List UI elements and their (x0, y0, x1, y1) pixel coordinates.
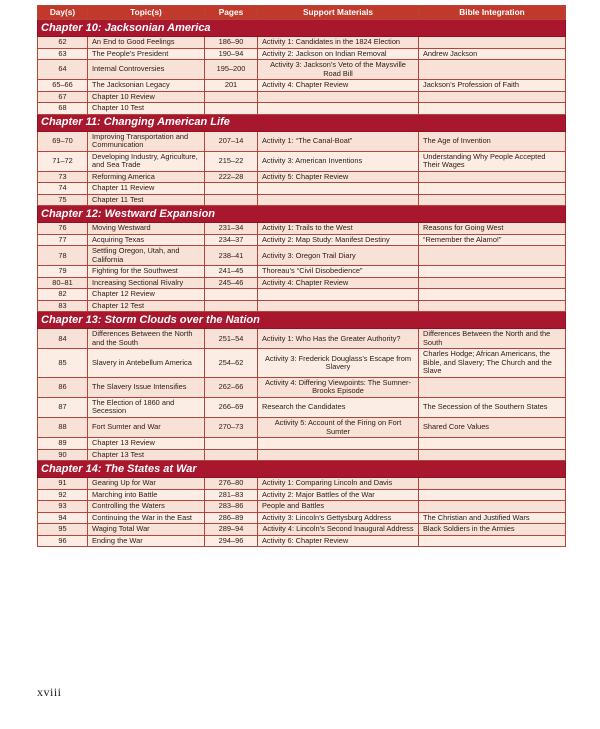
day-cell: 83 (38, 300, 88, 312)
topic-cell: The People’s President (88, 48, 205, 60)
table-row (38, 438, 566, 450)
bible-integration-cell: “Remember the Alamo!” (419, 234, 566, 246)
col-header-pages: Pages (205, 6, 258, 20)
schedule-table (37, 5, 566, 547)
day-cell: 69–70 (38, 131, 88, 151)
table-row (38, 449, 566, 461)
topic-cell: Improving Transportation and Communication (88, 131, 205, 151)
day-cell: 74 (38, 183, 88, 195)
day-cell: 76 (38, 223, 88, 235)
day-cell: 71–72 (38, 151, 88, 171)
day-cell: 73 (38, 171, 88, 183)
topic-cell: Developing Industry, Agriculture, and Sea Trade (88, 151, 205, 171)
table-row (38, 501, 566, 513)
bible-integration-cell (419, 277, 566, 289)
topic-cell: Chapter 11 Test (88, 194, 205, 206)
day-cell: 91 (38, 478, 88, 490)
day-cell: 62 (38, 37, 88, 49)
pages-cell: 254–62 (205, 349, 258, 378)
day-cell: 65–66 (38, 80, 88, 92)
table-row (38, 80, 566, 92)
support-materials-cell: Activity 5: Chapter Review (258, 171, 419, 183)
bible-integration-cell: Shared Core Values (419, 417, 566, 437)
topic-cell: The Jacksonian Legacy (88, 80, 205, 92)
table-row (38, 91, 566, 103)
header-row (38, 6, 566, 20)
support-materials-cell: Activity 2: Major Battles of the War (258, 489, 419, 501)
topic-cell: Marching into Battle (88, 489, 205, 501)
table-row (38, 489, 566, 501)
pages-cell (205, 183, 258, 195)
pages-cell: 245–46 (205, 277, 258, 289)
topic-cell: Gearing Up for War (88, 478, 205, 490)
chapter-heading-row (38, 20, 566, 37)
bible-integration-cell: Charles Hodge; African Americans, the Bible, and Slavery; The Church and the Slave (419, 349, 566, 378)
topic-cell: Chapter 13 Review (88, 438, 205, 450)
table-row (38, 151, 566, 171)
bible-integration-cell (419, 266, 566, 278)
topic-cell: Slavery in Antebellum America (88, 349, 205, 378)
day-cell: 78 (38, 246, 88, 266)
bible-integration-cell (419, 246, 566, 266)
day-cell: 77 (38, 234, 88, 246)
bible-integration-cell (419, 489, 566, 501)
col-header-support: Support Materials (258, 6, 419, 20)
topic-cell: Acquiring Texas (88, 234, 205, 246)
topic-cell: Chapter 12 Review (88, 289, 205, 301)
bible-integration-cell (419, 91, 566, 103)
table-row (38, 60, 566, 80)
support-materials-cell: Activity 5: Account of the Firing on Fort Sumter (258, 417, 419, 437)
pages-cell (205, 300, 258, 312)
bible-integration-cell: The Secession of the Southern States (419, 397, 566, 417)
support-materials-cell: Thoreau’s “Civil Disobedience” (258, 266, 419, 278)
pages-cell: 251–54 (205, 329, 258, 349)
day-cell: 88 (38, 417, 88, 437)
pages-cell: 186–90 (205, 37, 258, 49)
day-cell: 84 (38, 329, 88, 349)
bible-integration-cell (419, 377, 566, 397)
day-cell: 64 (38, 60, 88, 80)
bible-integration-cell (419, 449, 566, 461)
day-cell: 79 (38, 266, 88, 278)
topic-cell: Increasing Sectional Rivalry (88, 277, 205, 289)
chapter-title: Chapter 14: The States at War (38, 461, 566, 478)
topic-cell: Chapter 11 Review (88, 183, 205, 195)
support-materials-cell: Research the Candidates (258, 397, 419, 417)
bible-integration-cell: Andrew Jackson (419, 48, 566, 60)
support-materials-cell: People and Battles (258, 501, 419, 513)
table-row (38, 246, 566, 266)
bible-integration-cell (419, 103, 566, 115)
bible-integration-cell: Differences Between the North and the South (419, 329, 566, 349)
pages-cell: 289–94 (205, 524, 258, 536)
chapter-heading-row (38, 206, 566, 223)
table-row (38, 524, 566, 536)
table-row (38, 194, 566, 206)
bible-integration-cell (419, 60, 566, 80)
table-row (38, 397, 566, 417)
support-materials-cell: Activity 4: Lincoln’s Second Inaugural Address (258, 524, 419, 536)
topic-cell: Fighting for the Southwest (88, 266, 205, 278)
bible-integration-cell (419, 37, 566, 49)
table-row (38, 171, 566, 183)
bible-integration-cell (419, 501, 566, 513)
table-row (38, 349, 566, 378)
support-materials-cell (258, 438, 419, 450)
bible-integration-cell: Jackson’s Profession of Faith (419, 80, 566, 92)
topic-cell: Ending the War (88, 535, 205, 547)
pages-cell: 222–28 (205, 171, 258, 183)
topic-cell: Controlling the Waters (88, 501, 205, 513)
support-materials-cell: Activity 1: Who Has the Greater Authority? (258, 329, 419, 349)
table-row (38, 37, 566, 49)
day-cell: 92 (38, 489, 88, 501)
bible-integration-cell (419, 535, 566, 547)
table-row (38, 131, 566, 151)
bible-integration-cell (419, 478, 566, 490)
bible-integration-cell (419, 289, 566, 301)
support-materials-cell (258, 103, 419, 115)
support-materials-cell: Activity 1: Comparing Lincoln and Davis (258, 478, 419, 490)
topic-cell: Chapter 13 Test (88, 449, 205, 461)
topic-cell: An End to Good Feelings (88, 37, 205, 49)
table-row (38, 377, 566, 397)
pages-cell: 270–73 (205, 417, 258, 437)
table-row (38, 417, 566, 437)
day-cell: 75 (38, 194, 88, 206)
day-cell: 63 (38, 48, 88, 60)
bible-integration-cell (419, 194, 566, 206)
table-row (38, 535, 566, 547)
topic-cell: The Slavery Issue Intensifies (88, 377, 205, 397)
topic-cell: Fort Sumter and War (88, 417, 205, 437)
pages-cell: 286–89 (205, 512, 258, 524)
col-header-topic: Topic(s) (88, 6, 205, 20)
day-cell: 95 (38, 524, 88, 536)
day-cell: 87 (38, 397, 88, 417)
pages-cell: 281–83 (205, 489, 258, 501)
table-row (38, 234, 566, 246)
support-materials-cell (258, 289, 419, 301)
chapter-heading-row (38, 312, 566, 329)
support-materials-cell (258, 300, 419, 312)
pages-cell: 195–200 (205, 60, 258, 80)
bible-integration-cell: Reasons for Going West (419, 223, 566, 235)
topic-cell: Reforming America (88, 171, 205, 183)
col-header-bible: Bible Integration (419, 6, 566, 20)
bible-integration-cell (419, 300, 566, 312)
col-header-day: Day(s) (38, 6, 88, 20)
table-row (38, 223, 566, 235)
chapter-title: Chapter 11: Changing American Life (38, 114, 566, 131)
bible-integration-cell (419, 438, 566, 450)
chapter-heading-row (38, 461, 566, 478)
pages-cell: 201 (205, 80, 258, 92)
chapter-title: Chapter 12: Westward Expansion (38, 206, 566, 223)
support-materials-cell: Activity 1: “The Canal-Boat” (258, 131, 419, 151)
table-row (38, 183, 566, 195)
pages-cell: 234–37 (205, 234, 258, 246)
pages-cell: 266–69 (205, 397, 258, 417)
bible-integration-cell: The Age of Invention (419, 131, 566, 151)
pages-cell (205, 194, 258, 206)
support-materials-cell: Activity 3: Oregon Trail Diary (258, 246, 419, 266)
pages-cell (205, 103, 258, 115)
topic-cell: Continuing the War in the East (88, 512, 205, 524)
support-materials-cell: Activity 4: Chapter Review (258, 277, 419, 289)
day-cell: 85 (38, 349, 88, 378)
support-materials-cell: Activity 1: Candidates in the 1824 Election (258, 37, 419, 49)
table-row (38, 103, 566, 115)
pages-cell (205, 289, 258, 301)
day-cell: 86 (38, 377, 88, 397)
support-materials-cell: Activity 3: Lincoln’s Gettysburg Address (258, 512, 419, 524)
topic-cell: Waging Total War (88, 524, 205, 536)
pages-cell: 190–94 (205, 48, 258, 60)
topic-cell: Chapter 10 Review (88, 91, 205, 103)
support-materials-cell: Activity 4: Chapter Review (258, 80, 419, 92)
support-materials-cell: Activity 6: Chapter Review (258, 535, 419, 547)
pages-cell (205, 438, 258, 450)
day-cell: 68 (38, 103, 88, 115)
support-materials-cell: Activity 3: Frederick Douglass’s Escape from Slavery (258, 349, 419, 378)
topic-cell: Chapter 10 Test (88, 103, 205, 115)
day-cell: 82 (38, 289, 88, 301)
topic-cell: Chapter 12 Test (88, 300, 205, 312)
bible-integration-cell (419, 171, 566, 183)
support-materials-cell: Activity 2: Map Study: Manifest Destiny (258, 234, 419, 246)
pages-cell: 276–80 (205, 478, 258, 490)
day-cell: 90 (38, 449, 88, 461)
support-materials-cell: Activity 4: Differing Viewpoints: The Sumner-Brooks Episode (258, 377, 419, 397)
support-materials-cell: Activity 3: American Inventions (258, 151, 419, 171)
day-cell: 96 (38, 535, 88, 547)
pages-cell: 241–45 (205, 266, 258, 278)
table-row (38, 277, 566, 289)
support-materials-cell (258, 91, 419, 103)
chapter-heading-row (38, 114, 566, 131)
table-row (38, 329, 566, 349)
pages-cell: 294–96 (205, 535, 258, 547)
day-cell: 93 (38, 501, 88, 513)
support-materials-cell (258, 194, 419, 206)
topic-cell: Internal Controversies (88, 60, 205, 80)
bible-integration-cell: The Christian and Justified Wars (419, 512, 566, 524)
pages-cell: 262–66 (205, 377, 258, 397)
bible-integration-cell (419, 183, 566, 195)
day-cell: 89 (38, 438, 88, 450)
day-cell: 67 (38, 91, 88, 103)
pages-cell: 283–86 (205, 501, 258, 513)
topic-cell: Moving Westward (88, 223, 205, 235)
support-materials-cell: Activity 2: Jackson on Indian Removal (258, 48, 419, 60)
support-materials-cell (258, 183, 419, 195)
pages-cell: 238–41 (205, 246, 258, 266)
table-row (38, 266, 566, 278)
support-materials-cell: Activity 3: Jackson’s Veto of the Maysville Road Bill (258, 60, 419, 80)
pages-cell (205, 449, 258, 461)
table-row (38, 512, 566, 524)
table-row (38, 289, 566, 301)
topic-cell: The Election of 1860 and Secession (88, 397, 205, 417)
pages-cell: 207–14 (205, 131, 258, 151)
bible-integration-cell: Understanding Why People Accepted Their Wages (419, 151, 566, 171)
table-row (38, 478, 566, 490)
table-row (38, 48, 566, 60)
pages-cell (205, 91, 258, 103)
page-number: xviii (37, 685, 62, 699)
topic-cell: Settling Oregon, Utah, and California (88, 246, 205, 266)
topic-cell: Differences Between the North and the South (88, 329, 205, 349)
bible-integration-cell: Black Soldiers in the Armies (419, 524, 566, 536)
support-materials-cell: Activity 1: Trails to the West (258, 223, 419, 235)
pages-cell: 215–22 (205, 151, 258, 171)
day-cell: 80–81 (38, 277, 88, 289)
pages-cell: 231–34 (205, 223, 258, 235)
chapter-title: Chapter 10: Jacksonian America (38, 20, 566, 37)
table-row (38, 300, 566, 312)
chapter-title: Chapter 13: Storm Clouds over the Nation (38, 312, 566, 329)
support-materials-cell (258, 449, 419, 461)
day-cell: 94 (38, 512, 88, 524)
